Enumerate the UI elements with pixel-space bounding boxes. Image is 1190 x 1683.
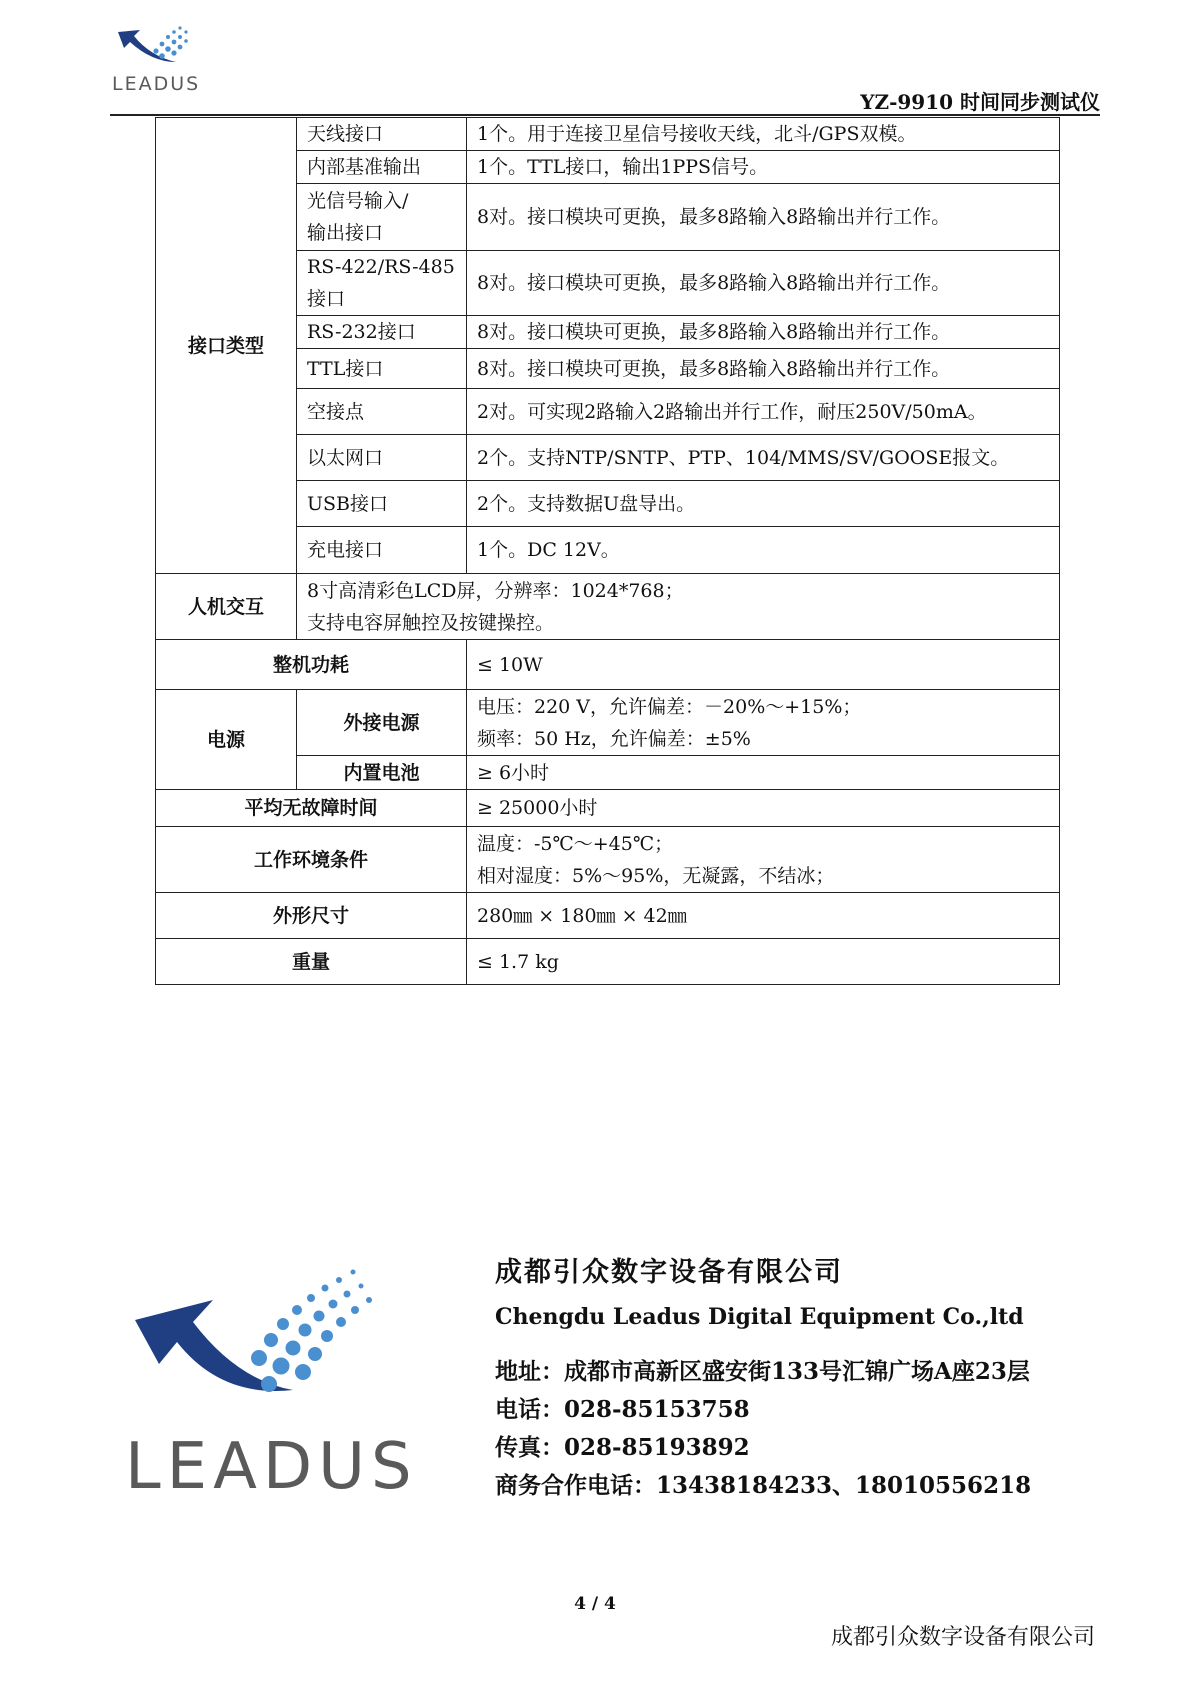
interface-value: 8对。接口模块可更换，最多8路输入8路输出并行工作。 bbox=[467, 251, 1060, 316]
document-title: YZ-9910 时间同步测试仪 bbox=[860, 90, 1100, 114]
interface-group-label: 接口类型 bbox=[156, 118, 297, 574]
table-row bbox=[156, 118, 1060, 151]
table-row bbox=[156, 827, 1060, 893]
interface-value: 8对。接口模块可更换，最多8路输入8路输出并行工作。 bbox=[467, 349, 1060, 389]
table-row bbox=[156, 640, 1060, 690]
external-power-line: 频率：50 Hz，允许偏差：±5% bbox=[477, 727, 751, 750]
company-logo-text: LEADUS bbox=[125, 1430, 418, 1504]
table-row bbox=[156, 790, 1060, 827]
interface-name-line: 光信号输入/ bbox=[307, 190, 409, 212]
interface-name: 以太网口 bbox=[297, 435, 467, 481]
hmi-value bbox=[297, 574, 1060, 640]
interface-value: 2个。支持NTP/SNTP、PTP、104/MMS/SV/GOOSE报文。 bbox=[467, 435, 1060, 481]
interface-value: 2个。支持数据U盘导出。 bbox=[467, 481, 1060, 527]
weight-value: ≤ 1.7 kg bbox=[467, 939, 1060, 985]
external-power-label: 外接电源 bbox=[297, 690, 467, 756]
interface-name bbox=[297, 251, 467, 316]
header-rule bbox=[110, 114, 1100, 116]
interface-name: 天线接口 bbox=[297, 118, 467, 151]
table-row bbox=[156, 690, 1060, 756]
interface-name bbox=[297, 184, 467, 251]
interface-name: 内部基准输出 bbox=[297, 151, 467, 184]
footer-company: 成都引众数字设备有限公司 bbox=[830, 1625, 1095, 1650]
interface-name: RS-232接口 bbox=[297, 316, 467, 349]
power-consumption-value: ≤ 10W bbox=[467, 640, 1060, 690]
page-number: 4 / 4 bbox=[574, 1594, 616, 1614]
power-supply-label: 电源 bbox=[156, 690, 297, 790]
interface-name: USB接口 bbox=[297, 481, 467, 527]
interface-name: 空接点 bbox=[297, 389, 467, 435]
header-logo bbox=[110, 22, 215, 102]
interface-value: 1个。TTL接口，输出1PPS信号。 bbox=[467, 151, 1060, 184]
interface-name-line: RS-422/RS-485 bbox=[307, 256, 455, 278]
interface-value: 8对。接口模块可更换，最多8路输入8路输出并行工作。 bbox=[467, 184, 1060, 251]
environment-label: 工作环境条件 bbox=[156, 827, 467, 893]
hmi-line: 支持电容屏触控及按键操控。 bbox=[307, 611, 555, 634]
weight-label: 重量 bbox=[156, 939, 467, 985]
interface-value: 1个。DC 12V。 bbox=[467, 527, 1060, 574]
external-power-value bbox=[467, 690, 1060, 756]
company-fax: 传真：028-85193892 bbox=[495, 1434, 750, 1461]
table-row bbox=[156, 574, 1060, 640]
dimensions-label: 外形尺寸 bbox=[156, 893, 467, 939]
interface-name: TTL接口 bbox=[297, 349, 467, 389]
interface-value: 2对。可实现2路输入2路输出并行工作，耐压250V/50mA。 bbox=[467, 389, 1060, 435]
interface-value: 8对。接口模块可更换，最多8路输入8路输出并行工作。 bbox=[467, 316, 1060, 349]
interface-name: 充电接口 bbox=[297, 527, 467, 574]
external-power-line: 电压：220 V，允许偏差：－20%～+15%； bbox=[477, 695, 862, 718]
table-row bbox=[156, 939, 1060, 985]
company-address: 地址：成都市高新区盛安街133号汇锦广场A座23层 bbox=[495, 1358, 1030, 1385]
table-row bbox=[156, 893, 1060, 939]
battery-value: ≥ 6小时 bbox=[467, 756, 1060, 790]
environment-value bbox=[467, 827, 1060, 893]
company-name-en: Chengdu Leadus Digital Equipment Co.,ltd bbox=[495, 1304, 1024, 1330]
power-consumption-label: 整机功耗 bbox=[156, 640, 467, 690]
interface-name-line: 接口 bbox=[307, 288, 346, 310]
mtbf-value: ≥ 25000小时 bbox=[467, 790, 1060, 827]
environment-line: 相对湿度：5%～95%，无凝露，不结冰； bbox=[477, 864, 835, 887]
hmi-label: 人机交互 bbox=[156, 574, 297, 640]
header-logo-text: LEADUS bbox=[112, 73, 201, 95]
battery-label: 内置电池 bbox=[297, 756, 467, 790]
company-phone: 电话：028-85153758 bbox=[495, 1396, 750, 1423]
dimensions-value: 280㎜ × 180㎜ × 42㎜ bbox=[467, 893, 1060, 939]
hmi-line: 8寸高清彩色LCD屏，分辨率：1024*768； bbox=[307, 579, 684, 602]
interface-value: 1个。用于连接卫星信号接收天线，北斗/GPS双模。 bbox=[467, 118, 1060, 151]
company-name-cn: 成都引众数字设备有限公司 bbox=[495, 1257, 843, 1288]
interface-name-line: 输出接口 bbox=[307, 222, 384, 244]
company-logo bbox=[125, 1260, 455, 1510]
company-info bbox=[495, 1255, 1031, 1505]
environment-line: 温度：-5℃～+45℃； bbox=[477, 832, 674, 855]
mtbf-label: 平均无故障时间 bbox=[156, 790, 467, 827]
spec-table bbox=[155, 117, 1060, 985]
company-business-phone: 商务合作电话：13438184233、18010556218 bbox=[495, 1472, 1032, 1499]
